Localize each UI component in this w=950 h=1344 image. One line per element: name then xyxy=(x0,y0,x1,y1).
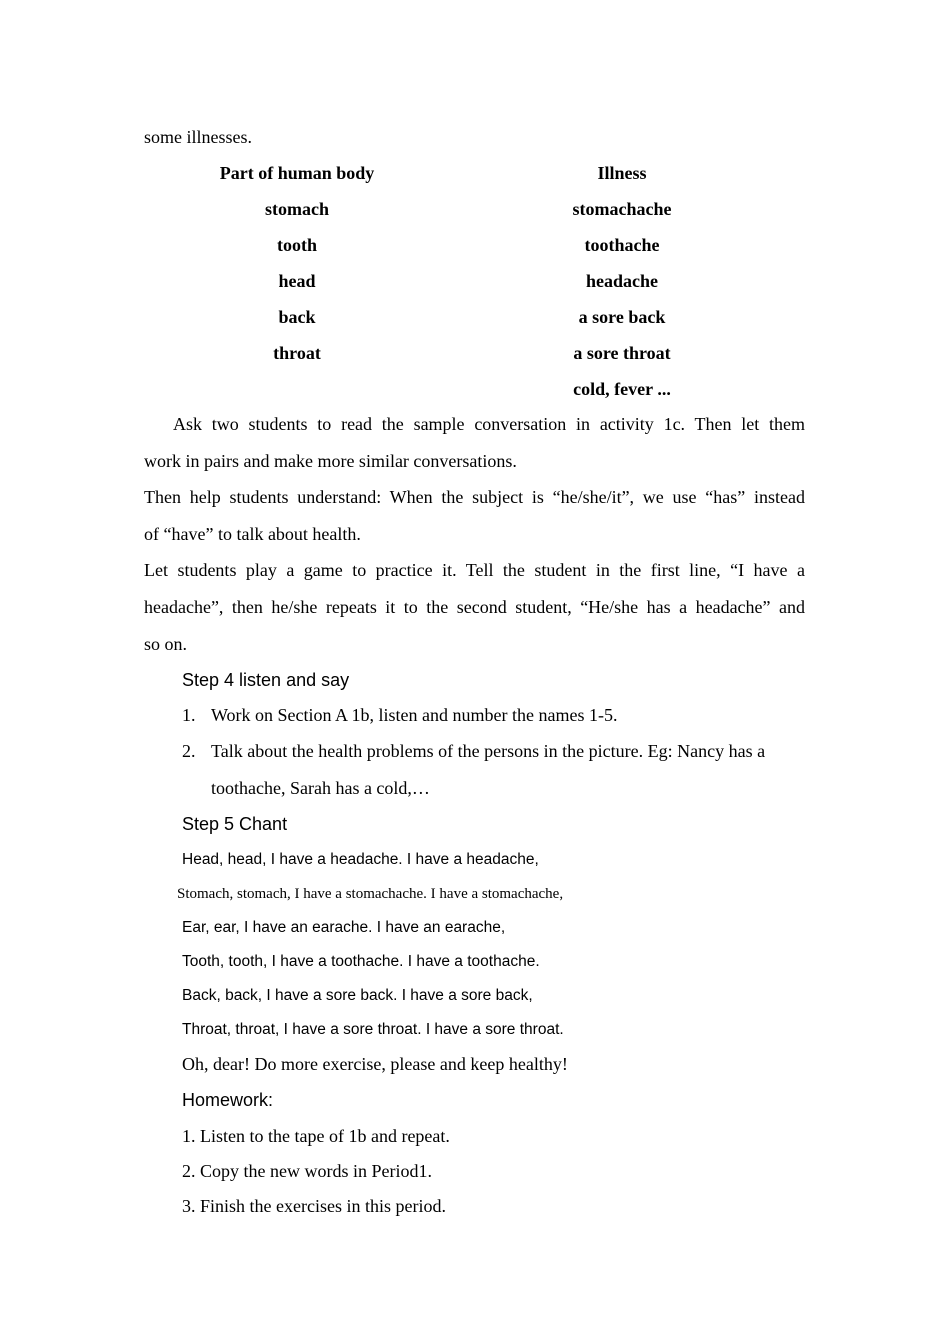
chant-line: Throat, throat, I have a sore throat. I have a sore throat. xyxy=(182,1021,564,1038)
table-cell-body-part: back xyxy=(278,307,316,327)
chant-line: Back, back, I have a sore back. I have a sore back, xyxy=(182,987,533,1004)
table-cell-body-part: tooth xyxy=(277,235,317,255)
homework-heading: Homework: xyxy=(182,1090,274,1110)
paragraph-line: headache”, then he/she repeats it to the second student, “He/she has a headache” and xyxy=(144,597,805,617)
table-cell-illness: toothache xyxy=(584,235,660,255)
list-item: Work on Section A 1b, listen and number the names 1-5. xyxy=(211,705,618,725)
intro-line: some illnesses. xyxy=(144,127,252,147)
paragraph-line: Let students play a game to practice it. Tell the student in the first line, “I have a xyxy=(144,560,805,580)
table-cell-illness: stomachache xyxy=(572,199,672,219)
table-header-body-part: Part of human body xyxy=(219,163,375,183)
list-item-continuation: toothache, Sarah has a cold,… xyxy=(211,778,430,798)
paragraph-line: work in pairs and make more similar conversations. xyxy=(144,451,517,471)
paragraph-line: of “have” to talk about health. xyxy=(144,524,361,544)
list-number: 1. xyxy=(182,705,196,725)
paragraph-line: Ask two students to read the sample conversation in activity 1c. Then let them xyxy=(173,414,805,434)
table-cell-illness: cold, fever ... xyxy=(573,379,671,399)
step4-heading: Step 4 listen and say xyxy=(182,670,350,690)
table-header-illness: Illness xyxy=(597,163,647,183)
table-cell-illness: a sore back xyxy=(578,307,666,327)
chant-line: Oh, dear! Do more exercise, please and keep healthy! xyxy=(182,1054,568,1074)
homework-item: 2. Copy the new words in Period1. xyxy=(182,1161,432,1181)
table-cell-body-part: throat xyxy=(273,343,321,363)
table-cell-body-part: stomach xyxy=(265,199,329,219)
list-item: Talk about the health problems of the persons in the picture. Eg: Nancy has a xyxy=(211,741,766,761)
table-cell-illness: headache xyxy=(586,271,658,291)
chant-line: Stomach, stomach, I have a stomachache. I have a stomachache, xyxy=(177,886,564,902)
step5-heading: Step 5 Chant xyxy=(182,814,288,834)
table-cell-illness: a sore throat xyxy=(573,343,671,363)
chant-line: Tooth, tooth, I have a toothache. I have a toothache. xyxy=(182,953,540,970)
homework-item: 3. Finish the exercises in this period. xyxy=(182,1196,446,1216)
chant-line: Head, head, I have a headache. I have a headache, xyxy=(182,851,539,868)
homework-item: 1. Listen to the tape of 1b and repeat. xyxy=(182,1126,450,1146)
list-number: 2. xyxy=(182,741,196,761)
paragraph-line: so on. xyxy=(144,634,188,654)
chant-line: Ear, ear, I have an earache. I have an earache, xyxy=(182,919,506,936)
paragraph-line: Then help students understand: When the subject is “he/she/it”, we use “has” instead xyxy=(144,487,805,507)
table-cell-body-part: head xyxy=(278,271,316,291)
